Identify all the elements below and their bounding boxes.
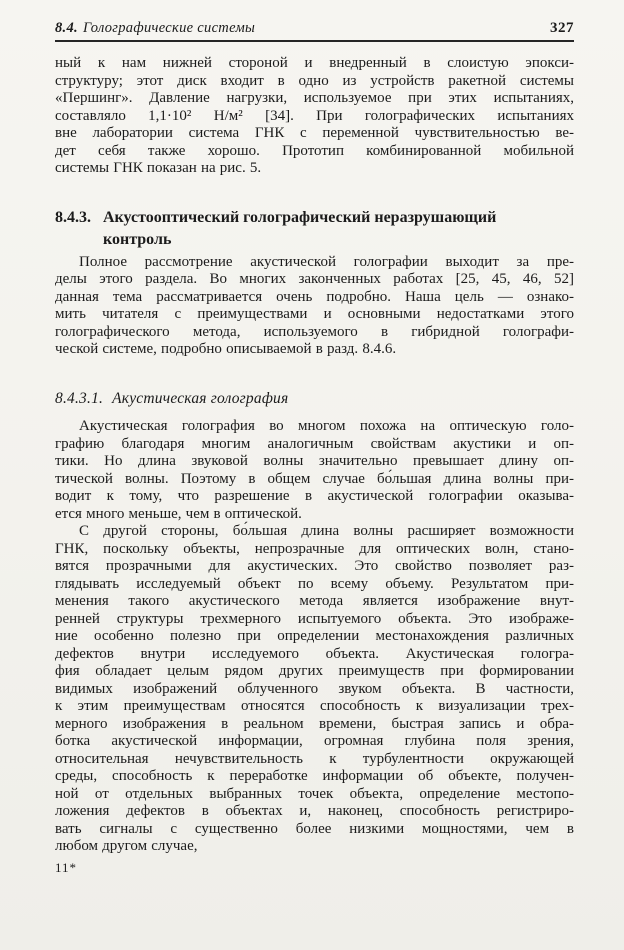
text-line: тики. Но длина звуковой волны значительно превышает длину оп- <box>55 453 574 469</box>
page-number: 327 <box>550 20 574 36</box>
text-line: ние особенно полезно при определении местонахождения различных <box>55 628 574 644</box>
printer-signature-mark: 11* <box>55 859 78 875</box>
text-line: ботка акустической информации, огромная глубина поля зрения, <box>55 733 574 749</box>
text-line: Акустическая голография во многом похожа на оптическую голо- <box>79 418 574 434</box>
subsection-heading <box>55 390 574 408</box>
text-line: ложения дефектов в объектах и, наконец, способность регистриро- <box>55 803 574 819</box>
text-line: дет себя также хорошо. Прототип комбинированной мобильной <box>55 142 574 159</box>
subsection-heading-number: 8.4.3.1. <box>55 389 104 407</box>
paragraph <box>55 418 574 523</box>
section-heading <box>55 207 574 251</box>
text-line: ГНК, поскольку объекты, непрозрачные для оптических волн, стано- <box>55 540 574 557</box>
text-line: фия обладает целым рядом других преимуществ при формировании <box>55 663 574 679</box>
paragraph <box>55 254 574 359</box>
running-head-section-number: 8.4. <box>55 20 78 36</box>
text-line: составляло 1,1·10² Н/м² [34]. При голографических испытаниях <box>55 107 574 124</box>
content-area <box>55 55 574 856</box>
text-line: тической волны. Поэтому в общем случае бо́льшая длина волны при- <box>55 470 574 487</box>
paragraph <box>55 55 574 178</box>
text-line: ренней структуры трехмерного испытуемого объекта. Это изображе- <box>55 610 574 627</box>
text-line: системы ГНК показан на рис. 5. <box>55 160 262 176</box>
text-line: к этим преимуществам относятся способность к визуализации трех- <box>55 698 574 714</box>
text-line: вать сигналы с существенно более низкими мощностями, чем в <box>55 820 574 837</box>
text-line: ный к нам нижней стороной и внедренный в слоистую эпокси- <box>55 55 574 71</box>
text-line: водит к тому, что разрешение в акустической голографии оказыва- <box>55 488 574 504</box>
text-line: данная тема рассматривается очень подробно. Наша цель — ознако- <box>55 288 574 305</box>
text-line: графию благодаря многим аналогичным свойствам акустики и оп- <box>55 435 574 452</box>
paragraph <box>55 523 574 856</box>
running-head <box>55 20 255 37</box>
text-line: относительная нечувствительность к турбулентности окружающей <box>55 750 574 767</box>
text-line: структуру; этот диск входит в одно из устройств ракетной системы <box>55 72 574 89</box>
text-line: вятся прозрачными для акустических. Это свойство позволяет раз- <box>55 558 574 574</box>
text-line: видимых изображений облученного звуком объекта. В частности, <box>55 680 574 697</box>
text-line: голографического метода, используемого в гибридной голографи- <box>55 323 574 340</box>
subsection-heading-title: Акустическая голография <box>112 389 289 407</box>
text-line: среды, способность к переработке информации об объекте, получен- <box>55 768 574 784</box>
text-line: глядывать исследуемый объект по всему объему. Результатом при- <box>55 575 574 592</box>
text-line: делы этого раздела. Во многих законченных работах [25, 45, 46, 52] <box>55 271 574 287</box>
text-line: мить читателя с преимуществами и основными недостатками этого <box>55 306 574 322</box>
text-line: «Першинг». Давление нагрузки, используемое при этих испытаниях, <box>55 90 574 106</box>
section-heading-line: контроль <box>103 230 172 248</box>
section-heading-number: 8.4.3. <box>55 208 91 226</box>
text-line: ется много меньше, чем в оптической. <box>55 505 302 522</box>
running-head-section-title: Голографические системы <box>82 20 256 36</box>
section-heading-line: Акустооптический голографический неразрушающий <box>103 208 497 226</box>
text-line: любом другом случае, <box>55 838 198 854</box>
page-header <box>55 20 574 42</box>
text-line: менения такого акустического метода является изображение внут- <box>55 593 574 609</box>
text-line: вне лаборатории система ГНК с переменной чувствительностью ве- <box>55 125 574 141</box>
text-line: ной от отдельных выбранных точек объекта, определение местопо- <box>55 785 574 802</box>
text-line: Полное рассмотрение акустической голографии выходит за пре- <box>79 253 574 270</box>
text-line: С другой стороны, бо́льшая длина волны расширяет возможности <box>79 523 574 539</box>
text-line: мерного изображения в реальном времени, быстрая запись и обра- <box>55 715 574 732</box>
text-line: ческой системе, подробно описываемой в разд. 8.4.6. <box>55 341 397 357</box>
text-line: дефектов внутри исследуемого объекта. Акустическая гологра- <box>55 645 574 662</box>
